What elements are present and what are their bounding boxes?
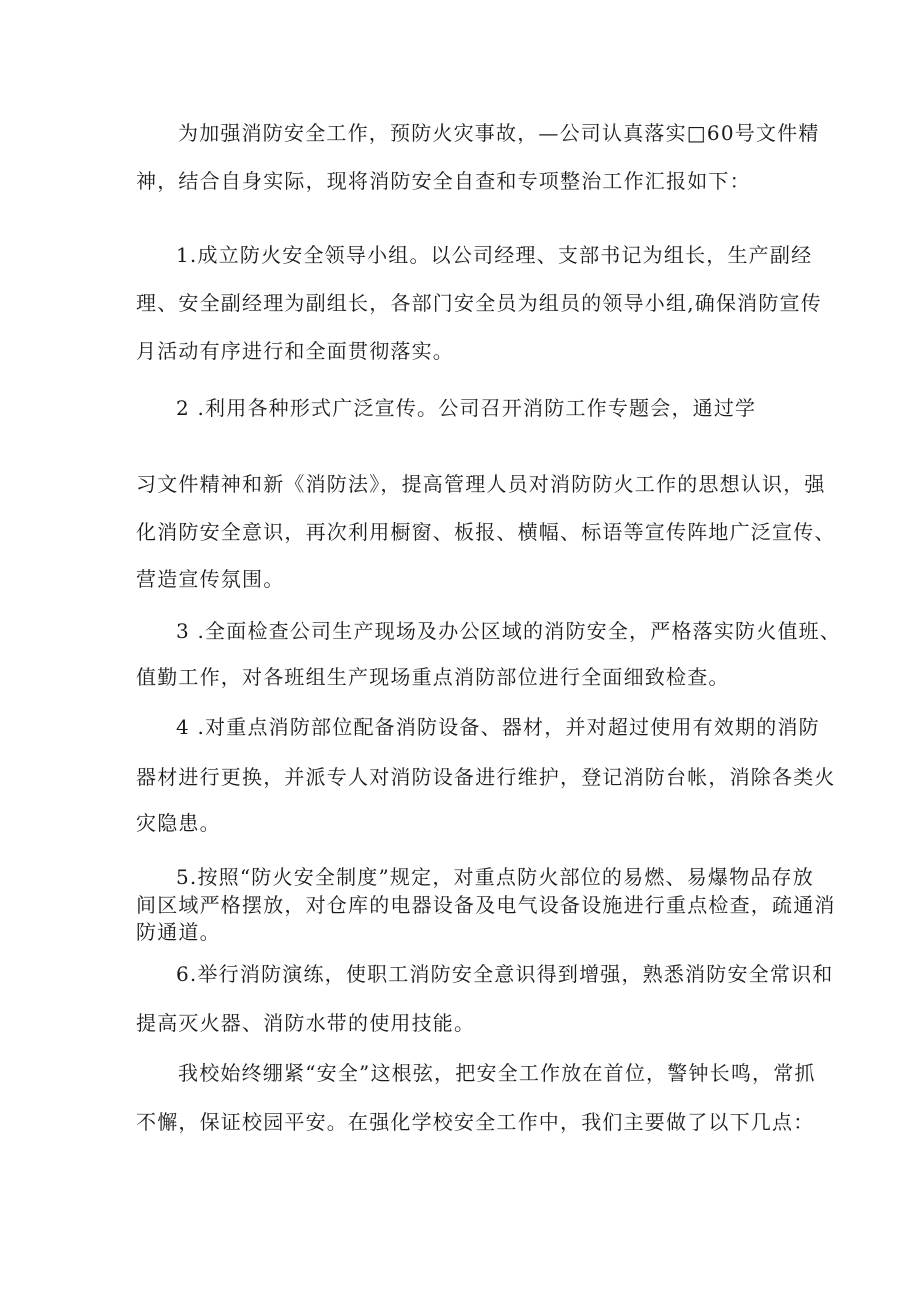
paragraph-item-5-line-1: 5.按照“防火安全制度”规定，对重点防火部位的易燃、易爆物品存放 xyxy=(176,865,814,889)
paragraph-item-5-line-3: 防通道。 xyxy=(136,920,221,944)
paragraph-item-2-line-1: 2 .利用各种形式广泛宣传。公司召开消防工作专题会，通过学 xyxy=(176,396,757,420)
paragraph-school-line-1: 我校始终绷紧“安全”这根弦，把安全工作放在首位，警钟长鸣，常抓 xyxy=(178,1061,816,1085)
paragraph-item-2-line-2: 习文件精神和新《消防法》，提高管理人员对消防防火工作的思想认识，强 xyxy=(136,472,826,496)
paragraph-school-line-2: 不懈，保证校园平安。在强化学校安全工作中，我们主要做了以下几点： xyxy=(136,1110,815,1134)
paragraph-item-1-line-2: 理、安全副经理为副组长，各部门安全员为组员的领导小组,确保消防宣传 xyxy=(136,291,822,315)
paragraph-intro-line-2: 神，结合自身实际，现将消防安全自查和专项整治工作汇报如下： xyxy=(136,169,751,193)
paragraph-item-2-line-3: 化消防安全意识，再次利用橱窗、板报、横幅、标语等宣传阵地广泛宣传、 xyxy=(136,520,836,544)
paragraph-item-4-line-1: 4 .对重点消防部位配备消防设备、器材，并对超过使用有效期的消防 xyxy=(176,715,820,739)
paragraph-item-3-line-1: 3 .全面检查公司生产现场及办公区域的消防安全，严格落实防火值班、 xyxy=(176,619,842,643)
paragraph-item-4-line-3: 灾隐患。 xyxy=(136,811,221,835)
paragraph-item-3-line-2: 值勤工作，对各班组生产现场重点消防部位进行全面细致检查。 xyxy=(136,665,730,689)
paragraph-intro-line-1: 为加强消防安全工作，预防火灾事故，—公司认真落实□60号文件精 xyxy=(178,121,820,145)
paragraph-item-1-line-3: 月活动有序进行和全面贯彻落实。 xyxy=(136,339,454,363)
paragraph-item-6-line-2: 提高灭火器、消防水带的使用技能。 xyxy=(136,1011,476,1035)
paragraph-item-4-line-2: 器材进行更换，并派专人对消防设备进行维护，登记消防台帐，消除各类火 xyxy=(136,765,836,789)
paragraph-item-6-line-1: 6.举行消防演练，使职工消防安全意识得到增强，熟悉消防安全常识和 xyxy=(176,962,834,986)
paragraph-item-1-line-1: 1.成立防火安全领导小组。以公司经理、支部书记为组长，生产副经 xyxy=(176,243,813,267)
paragraph-item-5-line-2: 间区域严格摆放，对仓库的电器设备及电气设备设施进行重点检查，疏通消 xyxy=(136,893,836,917)
paragraph-item-2-line-4: 营造宣传氛围。 xyxy=(136,567,285,591)
